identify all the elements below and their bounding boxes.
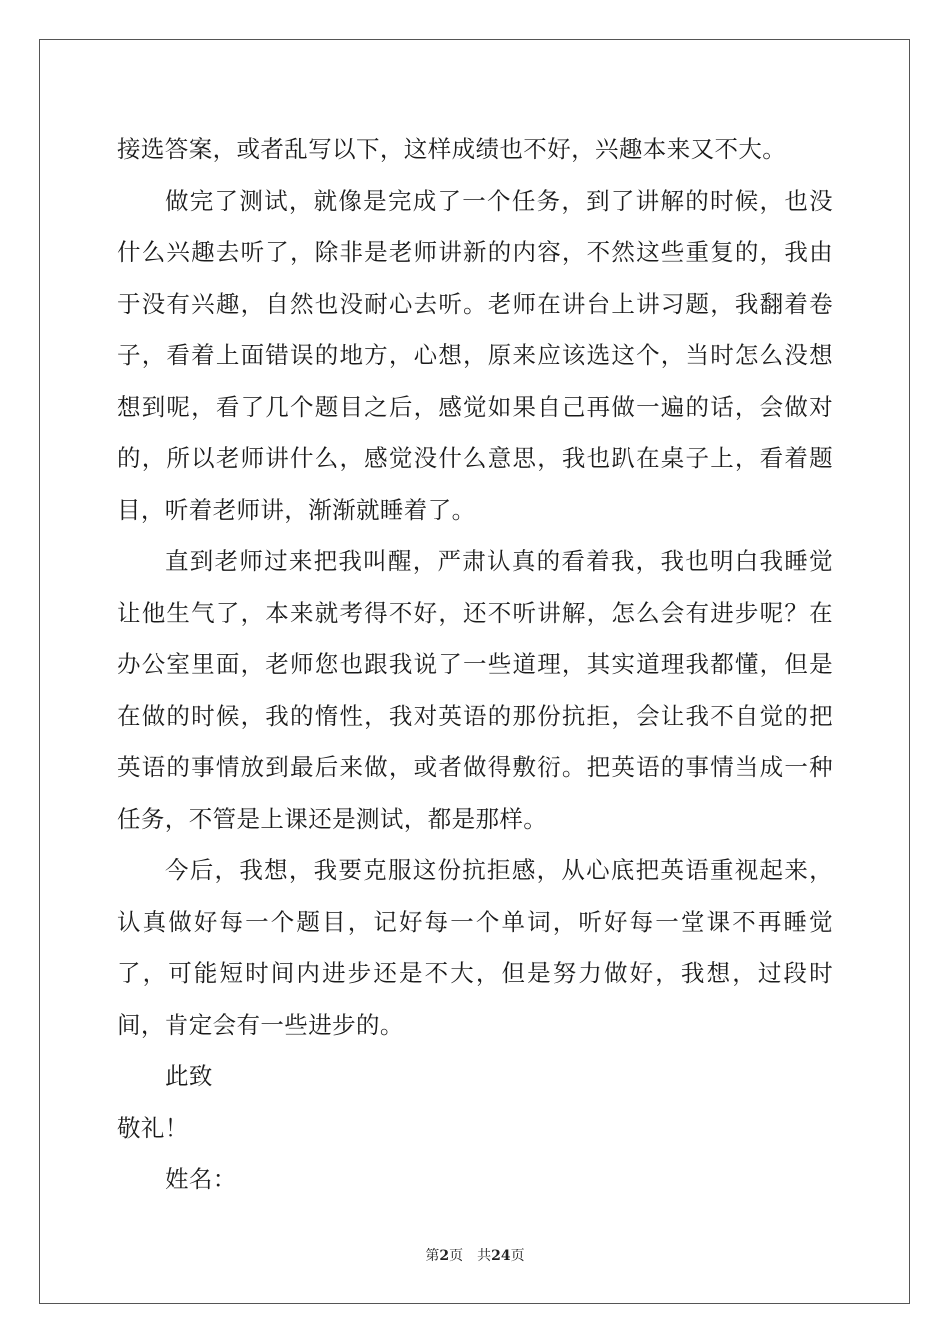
letter-body xyxy=(117,124,833,1206)
page-prefix: 第 xyxy=(425,1248,440,1264)
page-suffix: 页 xyxy=(449,1248,464,1264)
signature-name-field: 姓名： xyxy=(165,1165,237,1193)
total-prefix: 共 xyxy=(477,1248,492,1264)
paragraph-after-test: 做完了测试，就像是完成了一个任务，到了讲解的时候，也没什么兴趣去听了，除非是老师讲新的内容，不然这些重复的，我由于没有兴趣，自然也没耐心去听。老师在讲台上讲习题，我翻着卷子，看着上面错误的地方，心想，原来应该选这个，当时怎么没想想到呢，看了几个题目之后，感觉如果自己再做一遍的话，会做对的，所以老师讲什么，感觉没什么意思，我也趴在桌子上，看着题目，听着老师讲，渐渐就睡着了。 xyxy=(117,186,833,524)
page-footer xyxy=(0,1246,950,1266)
closing-regards: 敬礼！ xyxy=(117,1113,189,1142)
paragraph-continuation: 接选答案，或者乱写以下，这样成绩也不好，兴趣本来又不大。 xyxy=(117,135,787,163)
total-page-count: 24 xyxy=(491,1248,511,1264)
total-suffix: 页 xyxy=(510,1248,525,1264)
paragraph-resolution: 今后，我想，我要克服这份抗拒感，从心底把英语重视起来，认真做好每一个题目，记好每一个单词，听好每一堂课不再睡觉了，可能短时间内进步还是不大，但是努力做好，我想，过段时间，肯定会有一些进步的。 xyxy=(117,856,833,1039)
current-page-number: 2 xyxy=(439,1248,450,1264)
closing-salutation: 此致 xyxy=(165,1062,213,1090)
paragraph-woken-by-teacher: 直到老师过来把我叫醒，严肃认真的看着我，我也明白我睡觉让他生气了，本来就考得不好，还不听讲解，怎么会有进步呢？在办公室里面，老师您也跟我说了一些道理，其实道理我都懂，但是在做的时候，我的惰性，我对英语的那份抗拒，会让我不自觉的把英语的事情放到最后来做，或者做得敷衍。把英语的事情当成一种任务，不管是上课还是测试，都是那样。 xyxy=(117,547,833,833)
